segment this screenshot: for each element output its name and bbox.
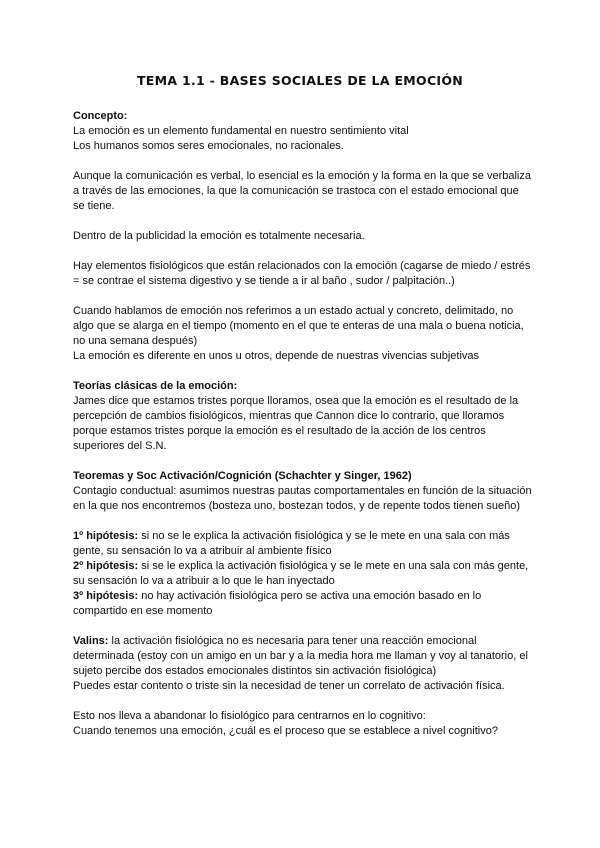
hipotesis-3-text: no hay activación fisiológica pero se activa una emoción basado en lo compartido en ese momento — [73, 590, 482, 617]
paragraph-diferente: La emoción es diferente en unos u otros, depende de nuestras vivencias subjetivas — [73, 350, 480, 362]
teoremas-heading: Teoremas y Soc Activación/Cognición (Schachter y Singer, 1962) — [73, 470, 412, 482]
valins-label: Valins: — [73, 635, 109, 647]
page-title: TEMA 1.1 - BASES SOCIALES DE LA EMOCIÓN — [136, 73, 464, 88]
document-body — [73, 109, 533, 739]
paragraph-fisiologicos: Hay elementos fisiológicos que están relacionados con la emoción (cagarse de miedo / estrés = se contrae el sistema digestivo y se tiende a ir al baño , sudor / palpitación..) — [73, 260, 531, 287]
conclusion-line-1: Esto nos lleva a abandonar lo fisiológico para centrarnos en lo cognitivo: — [73, 710, 426, 722]
valins-paragraph — [73, 634, 533, 679]
hipotesis-3 — [73, 589, 533, 619]
paragraph-estado: Cuando hablamos de emoción nos referimos a un estado actual y concreto, delimitado, no algo que se alarga en el tiempo (momento en el que te enteras de una mala o buena noticia, no una semana después) — [73, 305, 524, 347]
concepto-line-1: La emoción es un elemento fundamental en nuestro sentimiento vital — [73, 125, 409, 137]
teoremas-text: Contagio conductual: asumimos nuestras pautas comportamentales en función de la situación en la que nos encontremos (bosteza uno, bostezan todos, y de repente todos tienen sueño) — [73, 485, 532, 512]
hipotesis-2-text: si se le explica la activación fisiológica y se le mete en una sala con más gente, su sensación lo va a atribuir a lo que le han inyectado — [73, 560, 529, 587]
teorias-text: James dice que estamos tristes porque lloramos, osea que la emoción es el resultado de la percepción de cambios fisiológicos, mientras que Cannon dice lo contrario, que lloramos porque estamos tristes porque la emoción es el resultado de la acción de los centros superiores del S.N. — [73, 395, 519, 452]
concepto-heading: Concepto: — [73, 110, 128, 122]
hipotesis-2-label: 2º hipótesis: — [73, 560, 139, 572]
paragraph-comunicacion: Aunque la comunicación es verbal, lo esencial es la emoción y la forma en la que se verbaliza a través de las emociones, la que la comunicación se trastoca con el estado emocional que se tiene. — [73, 170, 531, 212]
hipotesis-2 — [73, 559, 533, 589]
hipotesis-1 — [73, 529, 533, 559]
hipotesis-1-text: si no se le explica la activación fisiológica y se le mete en una sala con más gente, su sensación lo va a atribuir al ambiente físico — [73, 530, 510, 557]
paragraph-publicidad: Dentro de la publicidad la emoción es totalmente necesaria. — [73, 230, 365, 242]
conclusion-line-2: Cuando tenemos una emoción, ¿cuál es el proceso que se establece a nivel cognitivo? — [73, 725, 498, 737]
hipotesis-1-label: 1º hipótesis: — [73, 530, 139, 542]
valins-line-2: Puedes estar contento o triste sin la necesidad de tener un correlato de activación física. — [73, 680, 505, 692]
hipotesis-3-label: 3º hipótesis: — [73, 590, 139, 602]
valins-text: la activación fisiológica no es necesaria para tener una reacción emocional determinada (estoy con un amigo en un bar y a la media hora me llaman y voy al tanatorio, el sujeto percibe dos estados emocionales distintos sin activación fisiológica) — [73, 635, 528, 677]
concepto-line-2: Los humanos somos seres emocionales, no racionales. — [73, 140, 344, 152]
teorias-heading: Teorías clásicas de la emoción: — [73, 380, 238, 392]
